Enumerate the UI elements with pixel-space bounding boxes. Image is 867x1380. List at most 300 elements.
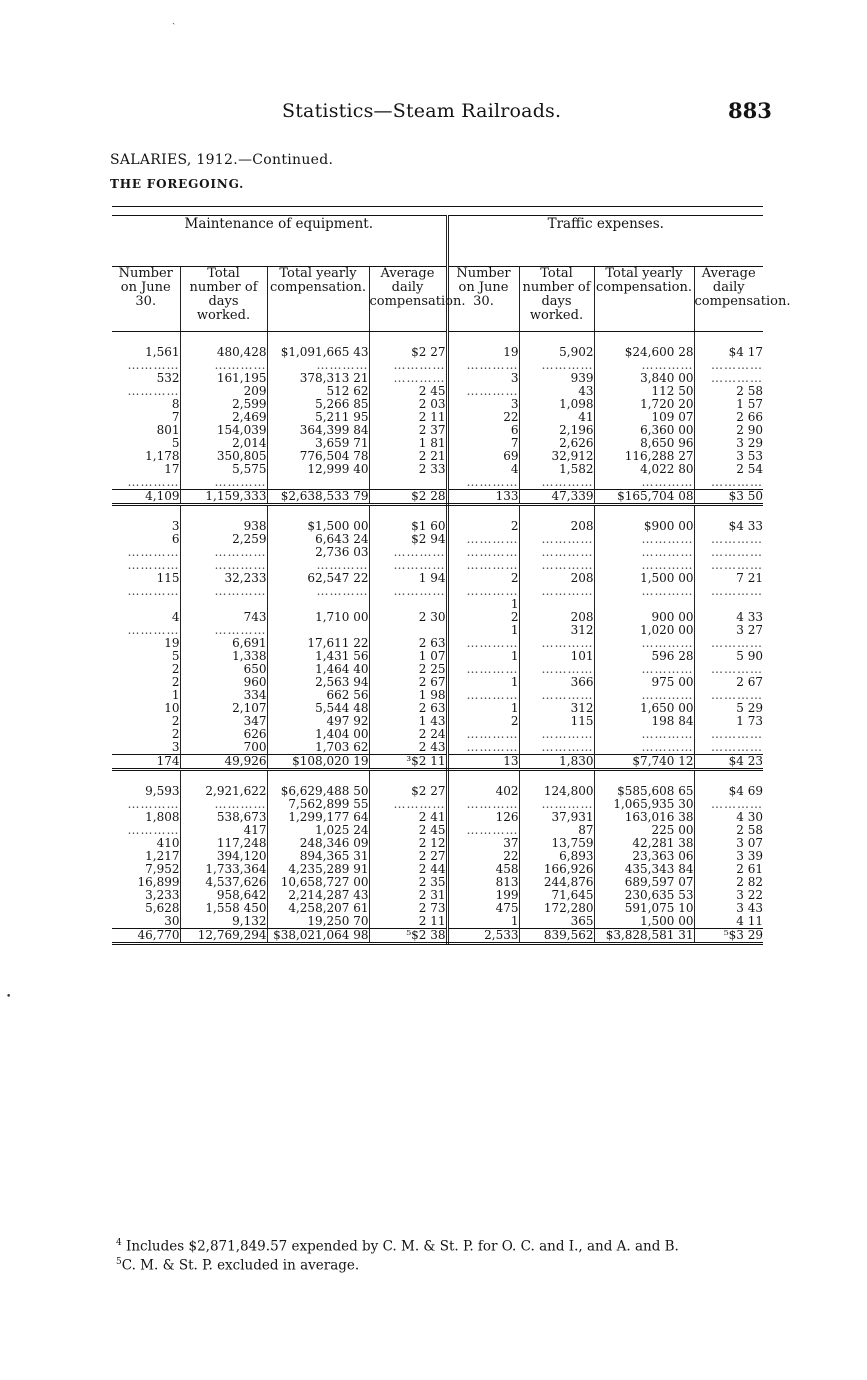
table-cell: $4 17	[728, 345, 763, 359]
table-cell: 5,902	[519, 346, 594, 359]
table-cell: 3,659 71	[267, 437, 369, 450]
table-cell: 87	[519, 824, 594, 837]
table-cell: 480,428	[180, 346, 267, 359]
table-cell: 126	[447, 811, 519, 824]
table-cell: 22	[447, 411, 519, 424]
col-header-number: Number on June 30.	[112, 267, 180, 332]
table-cell: 591,075 10	[594, 902, 694, 915]
leader-dots: …………	[711, 546, 763, 559]
table-cell: ⁵$2 38	[369, 929, 447, 944]
table-cell: 3 29	[736, 436, 763, 450]
table-cell: 417	[180, 824, 267, 837]
table-cell	[112, 476, 180, 490]
table-cell: 208	[519, 611, 594, 624]
table-cell: 813	[447, 876, 519, 889]
table-cell: $4 69	[728, 784, 763, 798]
table-cell: 1	[447, 598, 519, 611]
leader-dots: …………	[641, 533, 694, 546]
leader-dots: …………	[541, 585, 594, 598]
table-cell	[694, 359, 763, 372]
table-cell: 650	[180, 663, 267, 676]
salaries-table	[112, 206, 791, 951]
leader-dots: …………	[393, 585, 446, 598]
table-cell: $108,020 19	[267, 755, 369, 770]
table-cell: 2 12	[369, 837, 447, 850]
leader-dots: …………	[541, 359, 594, 372]
table-cell: 1,733,364	[180, 863, 267, 876]
table-cell: 662 56	[267, 689, 369, 702]
table-cell: 1 94	[369, 572, 447, 585]
table-cell: 13	[447, 755, 519, 770]
table-cell	[369, 359, 447, 372]
table-cell	[519, 585, 594, 598]
leader-dots: …………	[541, 533, 594, 546]
table-cell: $6,629,488 50	[267, 785, 369, 798]
table-cell	[519, 476, 594, 490]
leader-dots: …………	[641, 637, 694, 650]
table-cell: 1,217	[112, 850, 180, 863]
table-cell: 5 29	[736, 701, 763, 715]
table-cell: 2 45	[369, 385, 447, 398]
table-cell: 2 90	[736, 423, 763, 437]
table-cell: 1,159,333	[180, 490, 267, 505]
table-cell	[112, 546, 180, 559]
leader-dots: …………	[711, 476, 763, 489]
total-row	[112, 929, 763, 944]
table-cell: 2 61	[736, 862, 763, 876]
table-cell: 12,999 40	[267, 463, 369, 476]
table-cell: $2 27	[369, 785, 447, 798]
table-cell: $3,828,581 31	[594, 929, 694, 944]
table-cell: 5	[112, 437, 180, 450]
leader-dots: …………	[641, 689, 694, 702]
table-cell: 8	[112, 398, 180, 411]
table-cell: 1 81	[369, 437, 447, 450]
table-cell: 161,195	[180, 372, 267, 385]
table-cell: 700	[180, 741, 267, 755]
table-cell: 1,065,935 30	[594, 798, 694, 811]
table-cell: 1,500 00	[594, 572, 694, 585]
table-cell: 7,562,899 55	[267, 798, 369, 811]
table-cell: 2 37	[369, 424, 447, 437]
leader-dots: …………	[641, 663, 694, 676]
leader-dots: …………	[214, 559, 267, 572]
table-cell: 2	[112, 663, 180, 676]
leader-dots: …………	[466, 546, 519, 559]
table-cell	[694, 585, 763, 598]
leader-dots: …………	[127, 385, 180, 398]
table-cell: 2 67	[736, 675, 763, 689]
table-cell: 101	[519, 650, 594, 663]
leader-dots: …………	[127, 798, 180, 811]
table-cell: 1,808	[112, 811, 180, 824]
table-cell: 2,214,287 43	[267, 889, 369, 902]
table-cell: 5,575	[180, 463, 267, 476]
table-cell: 776,504 78	[267, 450, 369, 463]
table-cell: 1,404 00	[267, 728, 369, 741]
leader-dots: …………	[541, 546, 594, 559]
table-cell: 6,360 00	[594, 424, 694, 437]
leader-dots: …………	[641, 359, 694, 372]
table-cell: 1	[447, 702, 519, 715]
table-cell: 1,703 62	[267, 741, 369, 755]
table-cell: 4,022 80	[594, 463, 694, 476]
table-cell: 7	[112, 411, 180, 424]
table-cell: 163,016 38	[594, 811, 694, 824]
leader-dots: …………	[711, 741, 763, 754]
table-cell: 3	[447, 398, 519, 411]
leader-dots: …………	[316, 559, 369, 572]
table-cell: 43	[519, 385, 594, 398]
table-cell: 894,365 31	[267, 850, 369, 863]
table-cell	[694, 741, 763, 755]
leader-dots: …………	[541, 728, 594, 741]
leader-dots: …………	[214, 359, 267, 372]
table-cell: 538,673	[180, 811, 267, 824]
table-cell: 1,431 56	[267, 650, 369, 663]
table-cell: 172,280	[519, 902, 594, 915]
leader-dots: …………	[127, 824, 180, 837]
table-cell: 2 33	[369, 463, 447, 476]
table-cell	[519, 546, 594, 559]
table-cell	[447, 585, 519, 598]
table-cell: 1,830	[519, 755, 594, 770]
table-cell: 1,720 20	[594, 398, 694, 411]
table-cell: $4 33	[728, 519, 763, 533]
table-row	[112, 546, 763, 559]
leader-dots: …………	[711, 689, 763, 702]
table-cell: $2,638,533 79	[267, 490, 369, 505]
table-cell: 2 31	[369, 889, 447, 902]
table-cell	[447, 663, 519, 676]
table-cell	[180, 546, 267, 559]
table-cell: 2,196	[519, 424, 594, 437]
table-cell	[369, 585, 447, 598]
leader-dots: …………	[541, 476, 594, 489]
leader-dots: …………	[466, 359, 519, 372]
leader-dots: …………	[214, 798, 267, 811]
table-cell: 2 63	[369, 702, 447, 715]
table-cell: 1,098	[519, 398, 594, 411]
table-row	[112, 741, 763, 755]
table-cell: 4,235,289 91	[267, 863, 369, 876]
table-cell: 3 07	[736, 836, 763, 850]
table-cell: 6	[112, 533, 180, 546]
table-cell: 4,109	[112, 490, 180, 505]
total-row	[112, 755, 763, 770]
leader-dots: …………	[466, 728, 519, 741]
table-cell: 198 84	[594, 715, 694, 728]
table-cell: 1	[447, 650, 519, 663]
table-cell: 900 00	[594, 611, 694, 624]
table-cell	[594, 476, 694, 490]
table-row	[112, 463, 763, 476]
table-cell: 2,599	[180, 398, 267, 411]
table-cell: 13,759	[519, 837, 594, 850]
col-header-average: Average daily compensation.	[369, 267, 447, 332]
table-cell: 394,120	[180, 850, 267, 863]
table-cell	[594, 533, 694, 546]
table-cell: 3,840 00	[594, 372, 694, 385]
leader-dots: …………	[466, 559, 519, 572]
page-number: 883	[728, 98, 772, 123]
table-cell: 208	[519, 572, 594, 585]
leader-dots: …………	[393, 798, 446, 811]
table-cell: 71,645	[519, 889, 594, 902]
leader-dots: …………	[541, 663, 594, 676]
table-cell: 2,921,622	[180, 785, 267, 798]
table-cell: 2	[112, 715, 180, 728]
table-cell	[447, 533, 519, 546]
leader-dots: …………	[214, 624, 267, 637]
table-cell: 378,313 21	[267, 372, 369, 385]
table-cell: 7,952	[112, 863, 180, 876]
table-cell: 2	[447, 715, 519, 728]
table-cell	[112, 385, 180, 398]
table-cell: 2 63	[369, 637, 447, 650]
leader-dots: …………	[393, 546, 446, 559]
table-cell	[112, 585, 180, 598]
table-cell: $1,500 00	[267, 520, 369, 533]
table-cell: 9,132	[180, 915, 267, 929]
table-cell	[267, 476, 369, 490]
table-cell: 16,899	[112, 876, 180, 889]
table-cell: 365	[519, 915, 594, 929]
spacer-row	[112, 332, 763, 347]
table-cell	[447, 741, 519, 755]
table-cell: 2,469	[180, 411, 267, 424]
table-cell: 5,266 85	[267, 398, 369, 411]
leader-dots: …………	[466, 824, 519, 837]
table-cell: 4 11	[736, 914, 763, 928]
table-cell: 116,288 27	[594, 450, 694, 463]
table-cell: 497 92	[267, 715, 369, 728]
table-cell: 2 25	[369, 663, 447, 676]
table-cell	[594, 741, 694, 755]
table-cell	[694, 546, 763, 559]
table-cell	[447, 728, 519, 741]
table-cell: 958,642	[180, 889, 267, 902]
table-cell	[447, 689, 519, 702]
table-cell: 9,593	[112, 785, 180, 798]
leader-dots: …………	[127, 624, 180, 637]
leader-dots: …………	[641, 728, 694, 741]
page-header	[0, 96, 867, 128]
table-cell: 3 43	[736, 901, 763, 915]
table-cell: 2 30	[369, 611, 447, 624]
table-cell: $165,704 08	[594, 490, 694, 505]
table-cell: 208	[519, 520, 594, 533]
table-cell: ³$2 11	[369, 755, 447, 770]
table-cell: 7 21	[736, 571, 763, 585]
table-cell: 2,563 94	[267, 676, 369, 689]
table-cell: 10,658,727 00	[267, 876, 369, 889]
col-header-days: Total number of days worked.	[519, 267, 594, 332]
top-rule	[112, 207, 763, 216]
table-cell: 1,558 450	[180, 902, 267, 915]
leader-dots: …………	[127, 359, 180, 372]
table-cell: 334	[180, 689, 267, 702]
table-cell: 3	[112, 520, 180, 533]
table-cell: 2 73	[369, 902, 447, 915]
table-cell: $1,091,665 43	[267, 346, 369, 359]
table-cell: 244,876	[519, 876, 594, 889]
table-cell: 1,020 00	[594, 624, 694, 637]
table-cell: 347	[180, 715, 267, 728]
table-cell: 458	[447, 863, 519, 876]
table-cell: 19,250 70	[267, 915, 369, 929]
leader-dots: …………	[466, 741, 519, 754]
spacer-row	[112, 505, 763, 521]
table-cell: 112 50	[594, 385, 694, 398]
leader-dots: …………	[466, 476, 519, 489]
table-cell: 7	[447, 437, 519, 450]
table-cell: 2	[447, 572, 519, 585]
table-cell	[369, 546, 447, 559]
table-cell: 46,770	[112, 929, 180, 944]
table-cell: 199	[447, 889, 519, 902]
table-cell: $2 94	[369, 533, 447, 546]
table-cell: 3 22	[736, 888, 763, 902]
table-cell	[694, 728, 763, 741]
table-cell: 6,643 24	[267, 533, 369, 546]
table-cell: 19	[112, 637, 180, 650]
table-cell: 2 82	[736, 875, 763, 889]
table-subtitle: SALARIES, 1912.—Continued.	[110, 152, 334, 168]
table-cell: ⁵$3 29	[694, 929, 763, 944]
table-cell: 1,338	[180, 650, 267, 663]
table-cell: 2,107	[180, 702, 267, 715]
table-section-label: THE FOREGOING.	[110, 177, 245, 191]
table-cell: 5	[112, 650, 180, 663]
leader-dots: …………	[711, 559, 763, 572]
table-cell: 1,299,177 64	[267, 811, 369, 824]
table-cell: 1	[112, 689, 180, 702]
leader-dots: …………	[711, 663, 763, 676]
table-row	[112, 572, 763, 585]
table-cell: 626	[180, 728, 267, 741]
table-cell: 1,650 00	[594, 702, 694, 715]
leader-dots: …………	[127, 559, 180, 572]
stray-mark-left: •	[6, 992, 12, 1002]
leader-dots: …………	[711, 728, 763, 741]
column-header-row	[112, 267, 763, 332]
table-cell	[519, 728, 594, 741]
table-cell	[447, 385, 519, 398]
table-cell: $24,600 28	[594, 346, 694, 359]
leader-dots: …………	[466, 689, 519, 702]
table-cell: 248,346 09	[267, 837, 369, 850]
table-cell: 2 44	[369, 863, 447, 876]
table-cell: 6	[447, 424, 519, 437]
table-cell: 225 00	[594, 824, 694, 837]
table-cell	[594, 546, 694, 559]
table-cell: 2,014	[180, 437, 267, 450]
table-cell: 975 00	[594, 676, 694, 689]
table-cell: 2 24	[369, 728, 447, 741]
table-cell: 133	[447, 490, 519, 505]
total-row	[112, 490, 763, 505]
table-cell: 2 54	[736, 462, 763, 476]
leader-dots: …………	[711, 585, 763, 598]
leader-dots: …………	[541, 637, 594, 650]
table-cell: 3 27	[736, 623, 763, 637]
leader-dots: …………	[214, 476, 267, 489]
bottom-rule	[112, 944, 763, 952]
leader-dots: …………	[641, 741, 694, 754]
table-cell: 1,025 24	[267, 824, 369, 837]
table-cell: $3 50	[694, 490, 763, 505]
table-cell	[180, 585, 267, 598]
table-cell: 115	[112, 572, 180, 585]
table-cell: 42,281 38	[594, 837, 694, 850]
table-cell: 402	[447, 785, 519, 798]
table-cell: 3,233	[112, 889, 180, 902]
table-cell: 2	[112, 676, 180, 689]
table-cell: 4	[447, 463, 519, 476]
table-cell: $1 60	[369, 520, 447, 533]
table-cell: 17,611 22	[267, 637, 369, 650]
table-cell: 47,339	[519, 490, 594, 505]
table-cell: 32,233	[180, 572, 267, 585]
table-cell: 1,464 40	[267, 663, 369, 676]
leader-dots: …………	[127, 585, 180, 598]
leader-dots: …………	[641, 559, 694, 572]
leader-dots: …………	[214, 585, 267, 598]
table-cell: 5,628	[112, 902, 180, 915]
group-traffic: Traffic expenses.	[447, 216, 763, 267]
table-cell: 2	[112, 728, 180, 741]
table-cell	[447, 559, 519, 572]
col-header-average: Average daily compensation.	[694, 267, 763, 332]
running-title: Statistics—Steam Railroads.	[282, 100, 562, 122]
leader-dots: …………	[711, 533, 763, 546]
table-cell: 364,399 84	[267, 424, 369, 437]
table-cell: 23,363 06	[594, 850, 694, 863]
leader-dots: …………	[466, 663, 519, 676]
table-cell: 2 66	[736, 410, 763, 424]
table-cell: 117,248	[180, 837, 267, 850]
table-cell: 2 35	[369, 876, 447, 889]
table-cell: 41	[519, 411, 594, 424]
table-cell: 4,537,626	[180, 876, 267, 889]
table-cell: 689,597 07	[594, 876, 694, 889]
table-cell: 62,547 22	[267, 572, 369, 585]
table-cell	[447, 546, 519, 559]
table-cell	[519, 741, 594, 755]
leader-dots: …………	[466, 585, 519, 598]
leader-dots: …………	[711, 798, 763, 811]
table-cell: 115	[519, 715, 594, 728]
group-header-row	[112, 216, 763, 267]
table-cell: 839,562	[519, 929, 594, 944]
leader-dots: …………	[641, 546, 694, 559]
leader-dots: …………	[541, 741, 594, 754]
table-cell: 1 07	[369, 650, 447, 663]
leader-dots: …………	[466, 533, 519, 546]
table-cell: 2,626	[519, 437, 594, 450]
table-cell	[594, 728, 694, 741]
table-row	[112, 533, 763, 546]
spacer-row	[112, 770, 763, 786]
table-cell	[267, 585, 369, 598]
table-cell: 37,931	[519, 811, 594, 824]
leader-dots: …………	[316, 359, 369, 372]
table-cell: 2	[447, 520, 519, 533]
table-cell: 312	[519, 702, 594, 715]
table-cell: 3	[447, 372, 519, 385]
table-cell	[447, 359, 519, 372]
